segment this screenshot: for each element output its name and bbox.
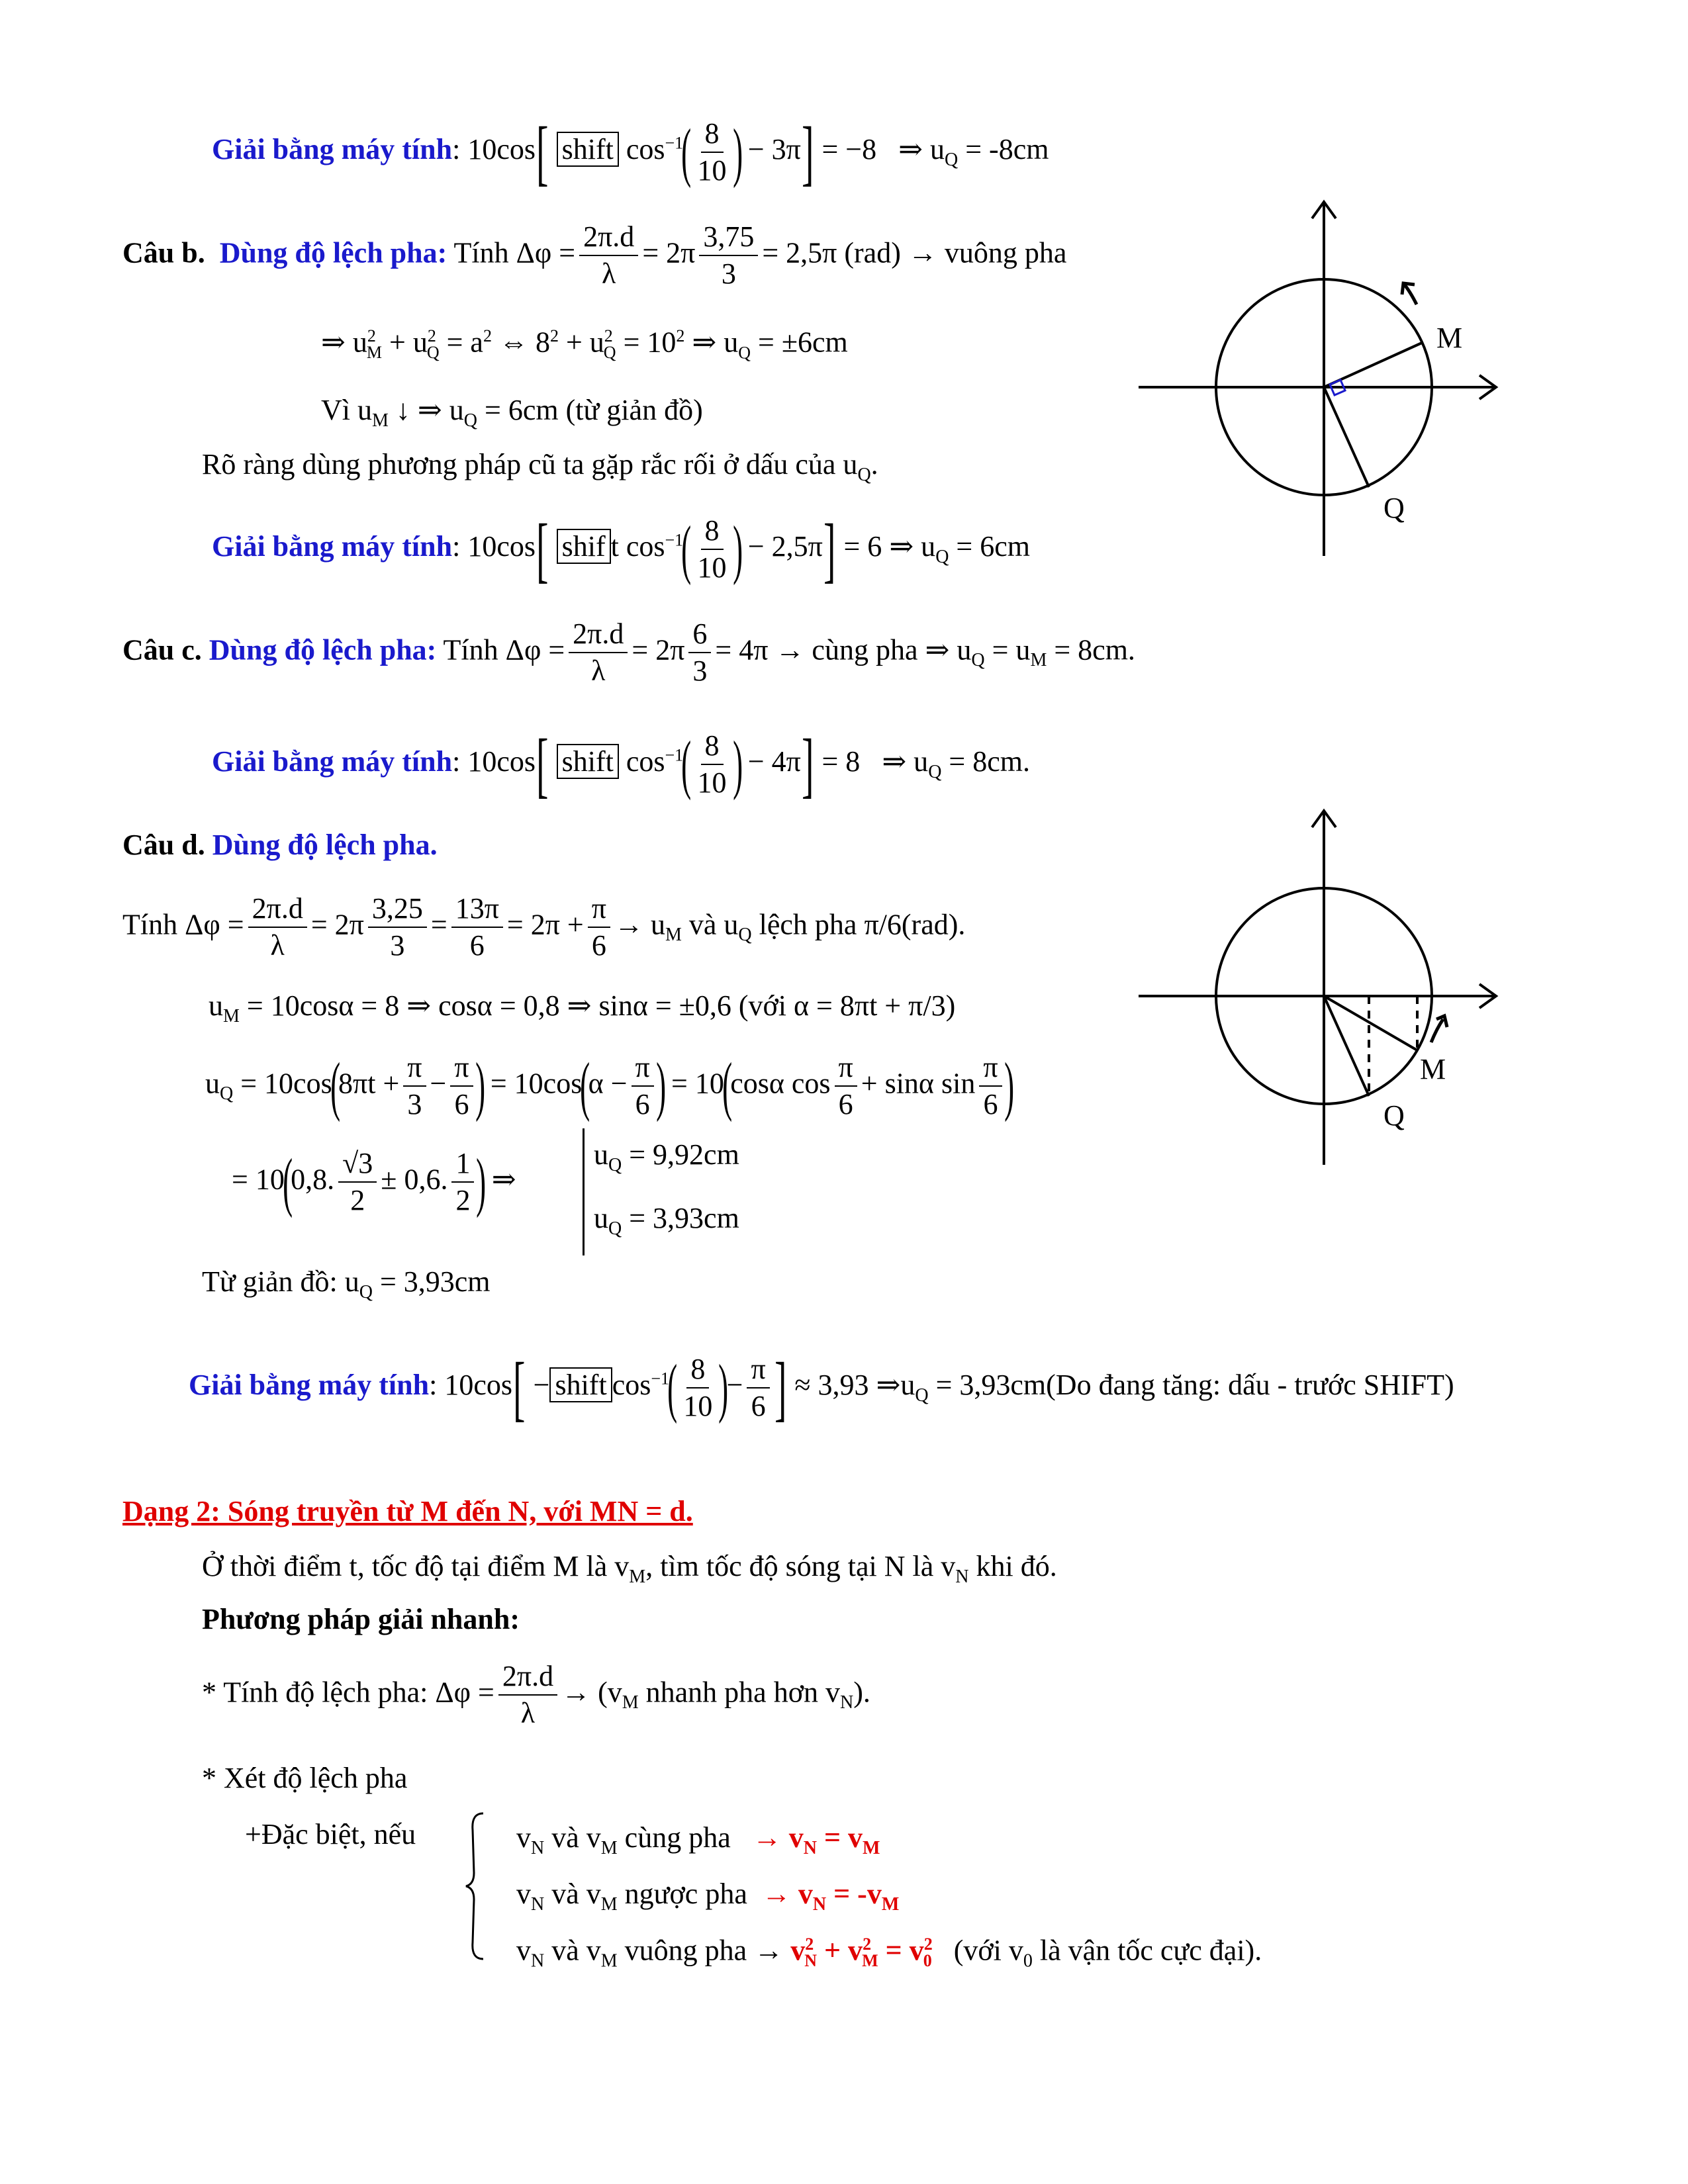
fraction [451,893,503,961]
den: 10 [683,1390,713,1422]
t: v [516,1878,531,1910]
sub: Q [738,343,751,363]
t: = [430,908,447,941]
method: Dùng độ lệch pha: [219,236,447,269]
t: ≈ 3,93 ⇒u [794,1369,915,1402]
inv: −1 [665,530,684,550]
t: ⇒ u [321,326,367,359]
paren: ) [732,727,743,801]
tail: = 2,5π (rad) → vuông pha [762,236,1067,269]
num: π [403,1052,426,1087]
sq: 2 [923,1934,933,1954]
sub: M [600,1893,618,1915]
curly-brace [463,1810,490,1962]
res: ⇒ u [882,745,929,778]
fraction [451,1148,474,1216]
paren: ) [1004,1049,1014,1123]
sub: M [223,1005,240,1026]
t: u [594,1201,608,1234]
t: u [594,1138,608,1171]
fraction [835,1052,857,1120]
t: → u [614,908,665,941]
t: và v [544,1878,601,1910]
num: 2π.d [569,619,628,653]
num: √3 [338,1148,377,1183]
num: 2π.d [248,893,307,928]
bracket: [ [536,509,549,590]
paren: ) [732,115,743,189]
shift-key: shift [557,744,619,779]
t: = 6cm (từ giản đồ) [477,394,703,426]
t: u [205,1067,220,1100]
num: 8 [701,516,724,550]
inv: −1 [651,1369,670,1388]
bracket: ] [802,724,814,805]
t: cùng pha [617,1821,731,1854]
sub: Q [426,343,440,363]
t: khi đó. [968,1550,1057,1582]
sub: N [839,1692,854,1713]
t: = -v [826,1878,882,1910]
cau-b-line-3 [321,396,703,430]
calc-line-2: Giải bằng máy tính: 10cos[ shif t $\cos^{-1}$( $\frac{8}{10}$ ) − 2,5π] = 6 ⇒ $u_Q = 6cm$ [212,509,1030,590]
cos-text: cos [626,530,665,563]
t: = 3,93cm [372,1265,491,1298]
label-m: M [1436,322,1463,354]
den: 6 [838,1088,853,1121]
sub: N [803,1837,817,1858]
t: nhanh pha hơn v [638,1676,840,1709]
t: = 8cm. [1047,633,1135,666]
fraction [979,1052,1002,1120]
sub: Q [857,464,871,485]
t: = v [816,1821,863,1854]
num: π [632,1052,654,1087]
cau-d-line-1 [122,893,965,961]
t: * Tính độ lệch pha: Δφ = [202,1676,494,1709]
bracket: ] [802,112,814,193]
sub: M [862,1951,878,1971]
t: Rõ ràng dùng phương pháp cũ ta gặp rắc rối ở dấu của u [202,448,858,480]
case-2 [516,1880,899,1914]
cos-text: cos [626,745,665,778]
tail: − 2,5π [747,530,823,563]
sub: M [366,343,382,363]
shift-key: shif [557,529,611,564]
bracket: ] [774,1347,787,1428]
den: 3 [721,257,736,291]
t: = 10 [616,326,677,359]
den: 3 [692,655,708,688]
den: 6 [983,1088,998,1121]
case-3 [516,1936,1262,1970]
t: ). [853,1676,870,1709]
fraction [699,222,758,289]
sub: Q [935,546,949,567]
sub: Q [928,761,942,782]
sub: N [804,1951,817,1971]
t: − [430,1067,447,1100]
text: Tính Δφ = [443,633,565,666]
cos-text: cos [612,1369,651,1402]
num: π [747,1354,769,1388]
paren: ( [580,1049,590,1123]
calc-line-4: Giải bằng máy tính: 10cos[ − shift $\cos^{-1}$( $\frac{8}{10}$ )− $\frac{\pi}{6}$ ] ≈ 3,93 $\Rightarrow u_Q = 3,93cm(Do$ đang tăng: dấu - trước SHIFT) [189,1347,1454,1428]
mid: = 2π [642,236,696,269]
inv: −1 [665,745,684,765]
cau-d-line-4 [232,1145,516,1219]
calc-label: Giải bằng máy tính [212,745,453,778]
t: v [516,1821,531,1854]
sub: Q [603,343,616,363]
sub: N [531,1950,545,1972]
dang2-line-5: +Đặc biệt, nếu [245,1818,416,1850]
sq: 2 [604,326,613,345]
num: 2π.d [579,222,638,256]
sub: M [665,925,682,946]
t: + u [558,326,604,359]
den: 6 [591,929,606,962]
sub: M [1030,650,1047,671]
res-val: = -8cm [958,133,1049,166]
arrow: → [761,1878,791,1910]
num: π [979,1052,1002,1087]
sub: Q [971,650,985,671]
tail: − 3π [747,133,801,166]
t: vuông pha → [617,1934,784,1967]
cau-d-label: Câu d. [122,829,205,861]
t: = 2π [310,908,364,941]
fraction [747,1354,769,1422]
calc-line-3: Giải bằng máy tính: 10cos[ shift $\cos^{-1}$( $\frac{8}{10}$ ) − 4π] = 8 ⇒ $u_Q = 8cm$. [212,724,1030,805]
cau-d-line-5 [202,1267,491,1302]
eq: = 6 [843,530,882,563]
t: = 10 [232,1163,285,1196]
fraction [588,893,610,961]
fraction [498,1661,557,1729]
eq: = −8 [821,133,877,166]
t: = v [878,1934,924,1967]
num: 8 [686,1354,709,1388]
bracket: ] [823,509,836,590]
den: 10 [697,154,727,187]
num: π [835,1052,857,1087]
fraction [694,118,731,186]
t: ± 0,6. [381,1163,448,1196]
vector-q [1324,996,1369,1096]
num: 3,25 [368,893,427,928]
t: + sinα sin [861,1067,976,1100]
paren: ) [476,1145,487,1219]
num: 8 [701,118,724,153]
dang2-line-2: Phương pháp giải nhanh: [202,1603,520,1635]
sq: 2 [863,1934,872,1954]
sub: 0 [1023,1950,1033,1972]
den: 3 [407,1088,422,1121]
sub: N [531,1893,545,1915]
sub: Q [945,149,959,170]
t: là vận tốc cực đại). [1032,1934,1262,1967]
sq: 2 [549,326,559,345]
paren: ) [475,1049,485,1123]
sq: 2 [427,326,436,345]
den: 6 [635,1088,650,1121]
t: u [209,989,223,1022]
sub: M [622,1692,639,1713]
sq: 2 [367,326,376,345]
paren: ) [718,1351,729,1424]
num: π [588,893,610,928]
sub: 0 [923,1951,932,1971]
text: Tính Δφ = [453,236,576,269]
sub: M [629,1566,646,1587]
cau-b-line [122,222,1066,289]
den: 6 [454,1088,469,1121]
cau-b-line-2 [321,328,848,361]
t: = 10cos [240,1067,332,1100]
t: . [870,448,878,480]
t: − [533,1369,550,1402]
t: = 10cos [490,1067,583,1100]
t: t [610,530,619,563]
fraction [632,1052,654,1120]
sub: N [531,1837,545,1858]
fraction [368,893,427,961]
t: ⇒ [491,1163,516,1196]
paren: ( [681,115,692,189]
t: v [798,1878,813,1910]
cau-c-line [122,619,1135,686]
t: = a [439,326,483,359]
t: Ở thời điểm t, tốc độ tại điểm M là v [202,1550,630,1582]
den: 6 [751,1390,766,1422]
mid: = 2π [632,633,685,666]
phasor-diagram-1 [1125,192,1523,563]
paren: ) [732,512,743,586]
num: 2π.d [498,1661,557,1696]
cau-b-label: Câu b. [122,236,205,269]
t: cosα cos [730,1067,831,1100]
t: và v [544,1821,601,1854]
cau-c-label: Câu c. [122,633,202,666]
method: Dùng độ lệch pha: [209,633,437,666]
phasor-diagram-2 [1125,801,1523,1171]
t: = ±6cm [751,326,848,359]
paren: ( [667,1351,678,1424]
tail: − 4π [747,745,801,778]
shift-key: shift [557,132,619,167]
t: = 2π + [506,908,584,941]
fraction [569,619,628,686]
calc-label: Giải bằng máy tính [212,530,453,563]
result-bracket [583,1128,739,1255]
den: λ [270,929,285,962]
sub: N [812,1893,827,1915]
fraction [688,619,711,686]
sub: Q [608,1218,622,1239]
t: = u [984,633,1031,666]
cau-d-line [122,831,438,860]
t: = 9,92cm [622,1138,739,1171]
paren: ( [681,727,692,801]
t: v [516,1934,531,1967]
res-val: = 8cm. [941,745,1030,778]
label-q: Q [1383,1099,1405,1132]
t: 0,8. [291,1163,335,1196]
fraction [579,222,638,289]
t: = 10cosα = 8 ⇒ cosα = 0,8 ⇒ sinα = ±0,6 (với α = 8πt + π/3) [239,989,956,1022]
vector-m [1324,996,1417,1050]
sub: Q [915,1385,929,1406]
num: 13π [451,893,503,928]
sub: M [600,1950,618,1972]
expr: 10cos [444,1369,512,1402]
t: và u [681,908,739,941]
dang2-line-3 [202,1661,870,1729]
bracket: [ [536,112,549,193]
paren: ( [722,1049,733,1123]
den: 2 [455,1184,471,1217]
case-1 [516,1823,880,1858]
den: λ [602,257,616,291]
method: Dùng độ lệch pha. [212,829,438,861]
arrow: → [752,1821,782,1854]
paren: ( [330,1049,340,1123]
sub: M [600,1837,618,1858]
den: 2 [350,1184,365,1217]
fraction [694,731,731,798]
fraction [248,893,307,961]
t: α − [588,1067,628,1100]
dang2-line-1 [202,1552,1057,1586]
sub: Q [220,1083,234,1105]
bracket: [ [536,724,549,805]
t: v [790,1934,806,1967]
sub: M [372,410,389,431]
t: = 10 [671,1067,724,1100]
num: π [450,1052,473,1087]
t: (với v [953,1934,1023,1967]
den: 10 [697,551,727,584]
sub: N [955,1566,969,1587]
t: + u [382,326,428,359]
sub: Q [359,1281,373,1302]
expr: 10cos [467,530,536,563]
sub: Q [463,410,478,431]
den: λ [591,655,606,688]
t: v [788,1821,804,1854]
t: và v [544,1934,601,1967]
expr: 10cos [467,133,536,166]
fraction [338,1148,377,1216]
calc-label: Giải bằng máy tính [189,1369,430,1402]
t: + v [816,1934,863,1967]
num: 3,75 [699,222,758,256]
cau-d-line-2 [209,991,955,1026]
den: 10 [697,766,727,799]
t: ↓ ⇒ u [388,394,464,426]
num: 8 [701,731,724,765]
t: ⇒ u [684,326,739,359]
paren: ( [282,1145,293,1219]
fraction [403,1052,426,1120]
cos-text: cos [626,133,665,166]
sub: Q [608,1154,622,1175]
t: , tìm tốc độ sóng tại N là v [645,1550,956,1582]
res-val: = 6cm [949,530,1030,563]
res: ⇒ u [889,530,936,563]
dang2-title: Dạng 2: Sóng truyền từ M đến N, với MN = d. [122,1495,693,1527]
sub: M [863,1837,880,1858]
cau-b-line-4 [202,450,878,484]
rotation-arrow [1403,283,1417,304]
t: = 3,93cm(Do đang tăng: dấu - trước SHIFT) [928,1369,1454,1402]
paren: ( [681,512,692,586]
shift-key: shift [549,1367,612,1402]
sq: 2 [805,1934,814,1954]
fraction [450,1052,473,1120]
dang2-line-4: * Xét độ lệch pha [202,1762,408,1794]
eq: = 8 [821,745,861,778]
calc-line-1: Giải bằng máy tính: 10cos[ shift $\cos^{-1}$( $\frac{8}{10}$ ) − 3π] = −8 ⇒ $u_Q = -8cm$ [212,112,1049,193]
t: Vì u [321,394,372,426]
t: ngược pha [617,1878,747,1910]
den: 6 [469,929,485,962]
sub: Q [738,925,752,946]
inv: −1 [665,133,684,153]
t: Từ giản đồ: u [202,1265,359,1298]
rotation-arrow [1431,1019,1443,1042]
num: 6 [688,619,711,653]
t: = 3,93cm [622,1201,739,1234]
res: ⇒ u [898,133,945,166]
t: lệch pha π/6(rad). [751,908,966,941]
den: λ [520,1697,536,1730]
t: 8πt + [338,1067,400,1100]
num: 1 [451,1148,474,1183]
sq: 2 [676,326,685,345]
fraction [679,1354,716,1422]
vector-q [1324,387,1369,487]
calc-label: Giải bằng máy tính [212,133,453,166]
t: → (v [561,1676,622,1709]
label-q: Q [1383,492,1405,524]
fraction [694,516,731,583]
cau-d-line-3 [205,1049,1014,1123]
t: Tính Δφ = [122,908,244,941]
bracket: [ [513,1347,526,1428]
sub: M [881,1893,900,1915]
expr: 10cos [467,745,536,778]
tail: = 4π → cùng pha ⇒ u [715,633,972,666]
label-m: M [1420,1053,1446,1085]
paren: ) [655,1049,666,1123]
den: 3 [390,929,405,962]
t: ⇔ 8 [491,326,550,359]
sq: 2 [483,326,492,345]
